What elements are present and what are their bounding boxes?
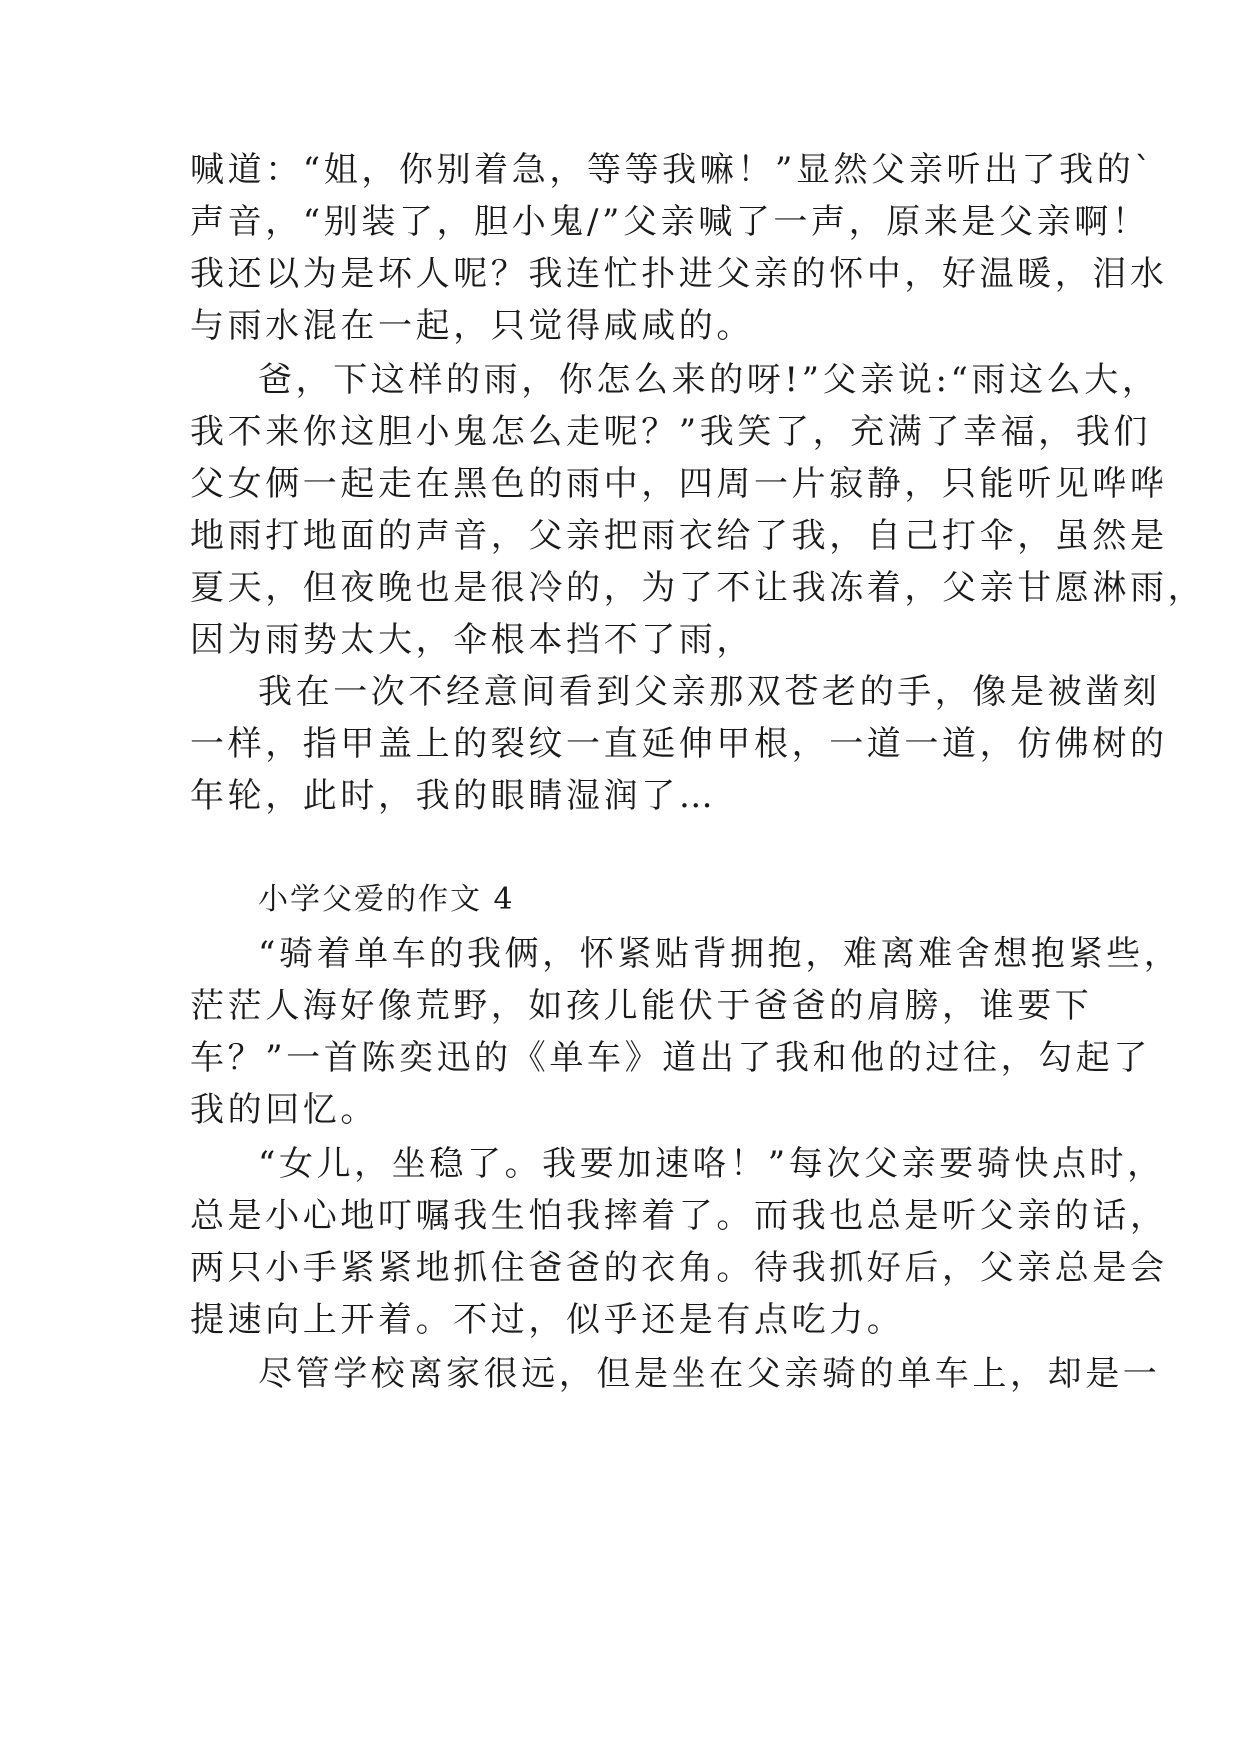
text-line: 两只小手紧紧地抓住爸爸的衣角。待我抓好后，父亲总是会 (190, 1248, 1168, 1288)
text-line: 年轮，此时，我的眼睛湿润了… (190, 776, 717, 816)
text-line: 地雨打地面的声音，父亲把雨衣给了我，自己打伞，虽然是 (190, 516, 1168, 556)
text-line: “女儿，坐稳了。我要加速咯！”每次父亲要骑快点时， (258, 1144, 1165, 1184)
text-line: 夏天，但夜晚也是很冷的，为了不让我冻着，父亲甘愿淋雨， (190, 568, 1206, 608)
text-line: “骑着单车的我俩，怀紧贴背拥抱，难离难舍想抱紧些， (258, 934, 1182, 974)
section-heading: 小学父爱的作文 4 (258, 882, 515, 917)
text-line: 茫茫人海好像荒野，如孩儿能伏于爸爸的肩膀，谁要下 (190, 986, 1093, 1026)
text-line: 爸，下这样的雨，你怎么来的呀!”父亲说:“雨这么大， (258, 360, 1160, 400)
text-line: 我在一次不经意间看到父亲那双苍老的手，像是被凿刻 (258, 672, 1161, 712)
text-line: 喊道：“姐，你别着急，等等我嘛！”显然父亲听出了我的` (190, 150, 1155, 190)
text-line: 因为雨势太大，伞根本挡不了雨， (190, 620, 754, 660)
text-line: 车？”一首陈奕迅的《单车》道出了我和他的过往，勾起了 (190, 1038, 1151, 1078)
text-line: 我的回忆。 (190, 1090, 378, 1130)
text-line: 提速向上开着。不过，似乎还是有点吃力。 (190, 1300, 905, 1340)
text-line: 父女俩一起走在黑色的雨中，四周一片寂静，只能听见哗哗 (190, 464, 1168, 504)
text-line: 与雨水混在一起，只觉得咸咸的。 (190, 306, 754, 346)
text-line: 尽管学校离家很远，但是坐在父亲骑的单车上，却是一 (258, 1354, 1161, 1394)
text-line: 我还以为是坏人呢？我连忙扑进父亲的怀中，好温暖，泪水 (190, 254, 1168, 294)
text-line: 一样，指甲盖上的裂纹一直延伸甲根，一道一道，仿佛树的 (190, 724, 1168, 764)
text-line: 我不来你这胆小鬼怎么走呢？”我笑了，充满了幸福，我们 (190, 412, 1151, 452)
text-line: 总是小心地叮嘱我生怕我摔着了。而我也总是听父亲的话， (190, 1196, 1168, 1236)
text-line: 声音，“别装了，胆小鬼/”父亲喊了一声，原来是父亲啊！ (190, 202, 1150, 242)
